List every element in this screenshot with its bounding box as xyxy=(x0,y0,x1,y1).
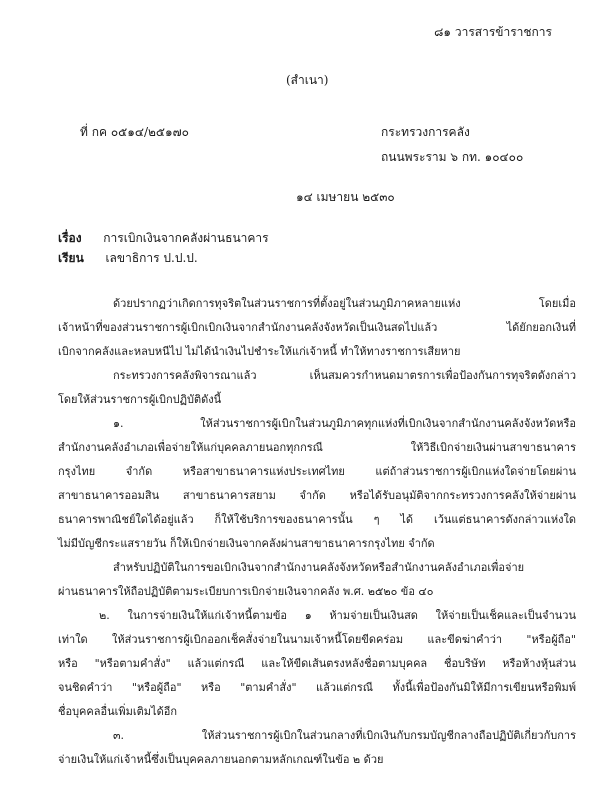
recipient-label: เรียน xyxy=(58,251,84,265)
page-number-label: ๘๑ วารสารข้าราชการ xyxy=(434,25,552,39)
subject-label: เรื่อง xyxy=(58,231,82,245)
item-3-line: ๓. ให้ส่วนราชการผู้เบิกในส่วนกลางที่เบิกเงินกับกรมบัญชีกลางถือปฏิบัติเกี่ยวกับการ xyxy=(113,729,576,742)
item-1-line: ไม่มีบัญชีกระแสรายวัน ก็ให้เบิกจ่ายเงินจากคลังผ่านสาขาธนาคารกรุงไทย จำกัด xyxy=(58,537,435,550)
paragraph-1-line: ด้วยปรากฏว่าเกิดการทุจริตในส่วนราชการที่ตั้งอยู่ในส่วนภูมิภาคหลายแห่ง โดยเมื่อ xyxy=(113,297,576,310)
item-2-line: ชื่อบุคคลอื่นเพิ่มเติมได้อีก xyxy=(58,705,177,718)
item-2-line: จนชิดคำว่า "หรือผู้ถือ" หรือ "ตามคำสั่ง" แล้วแต่กรณี ทั้งนี้เพื่อป้องกันมิให้มีการเขียนหรือพิมพ์ xyxy=(58,681,576,694)
copy-label: (สำเนา) xyxy=(286,73,329,87)
organization-address: ถนนพระราม ๖ กท. ๑๐๔๐๐ xyxy=(381,150,524,164)
paragraph-1-line: เจ้าหน้าที่ของส่วนราชการผู้เบิกเบิกเงินจากสำนักงานคลังจังหวัดเป็นเงินสดไปแล้ว ได้ยักยอกเงินที่ xyxy=(58,321,576,334)
recipient-row xyxy=(58,250,198,266)
organization-name: กระทรวงการคลัง xyxy=(381,125,470,139)
item-1-line: สาขาธนาคารออมสิน สาขาธนาคารสยาม จำกัด หรือได้รับอนุมัติจากกระทรวงการคลังให้จ่ายผ่าน xyxy=(58,489,576,502)
paragraph-4-line: สำหรับปฏิบัติในการขอเบิกเงินจากสำนักงานคลังจังหวัดหรือสำนักงานคลังอำเภอเพื่อจ่าย xyxy=(113,561,525,574)
paragraph-2-line: กระทรวงการคลังพิจารณาแล้ว เห็นสมควรกำหนดมาตรการเพื่อป้องกันการทุจริตดังกล่าว xyxy=(113,369,576,382)
item-1-line: ๑. ให้ส่วนราชการผู้เบิกในส่วนภูมิภาคทุกแห่งที่เบิกเงินจากสำนักงานคลังจังหวัดหรือ xyxy=(113,417,576,430)
item-1-line: กรุงไทย จำกัด หรือสาขาธนาคารแห่งประเทศไทย แต่ถ้าส่วนราชการผู้เบิกแห่งใดจ่ายโดยผ่าน xyxy=(58,465,576,478)
paragraph-4-line: ผ่านธนาคารให้ถือปฏิบัติตามระเบียบการเบิกจ่ายเงินจากคลัง พ.ศ. ๒๕๒๐ ข้อ ๔๐ xyxy=(58,585,434,598)
item-1-line: ธนาคารพาณิชย์ใดได้อยู่แล้ว ก็ให้ใช้บริการของธนาคารนั้น ๆ ได้ เว้นแต่ธนาคารดังกล่าวแห่งใด xyxy=(58,513,576,526)
subject-text: การเบิกเงินจากคลังผ่านธนาคาร xyxy=(103,231,269,245)
paragraph-1-line: เบิกจากคลังและหลบหนีไป ไม่ได้นำเงินไปชำระให้แก่เจ้าหนี้ ทำให้ทางราชการเสียหาย xyxy=(58,345,461,358)
item-2-line: เท่าใด ให้ส่วนราชการผู้เบิกออกเช็คสั่งจ่ายในนามเจ้าหนี้โดยขีดคร่อม และขีดฆ่าคำว่า "หรือผู้ถือ" xyxy=(58,633,576,646)
paragraph-2-line: โดยให้ส่วนราชการผู้เบิกปฏิบัติดังนี้ xyxy=(58,393,222,406)
item-1-line: สำนักงานคลังอำเภอเพื่อจ่ายให้แก่บุคคลภายนอกทุกกรณี ให้วิธีเบิกจ่ายเงินผ่านสาขาธนาคาร xyxy=(58,441,576,454)
item-2-line: ๒. ในการจ่ายเงินให้แก่เจ้าหนี้ตามข้อ ๑ ห้ามจ่ายเป็นเงินสด ให้จ่ายเป็นเช็คและเป็นจำนวน xyxy=(99,609,576,622)
item-3-line: จ่ายเงินให้แก่เจ้าหนี้ซึ่งเป็นบุคคลภายนอกตามหลักเกณฑ์ในข้อ ๒ ด้วย xyxy=(58,753,384,766)
reference-number: ที่ กค ๐๕๑๔/๒๕๑๗๐ xyxy=(80,125,189,139)
letter-date: ๑๔ เมษายน ๒๕๓๐ xyxy=(296,190,395,204)
item-2-line: หรือ "หรือตามคำสั่ง" แล้วแต่กรณี และให้ขีดเส้นตรงหลังชื่อตามบุคคล ชื่อบริษัท หรือห้างหุ้นส่วน xyxy=(58,657,576,670)
subject-row xyxy=(58,230,269,246)
recipient-text: เลขาธิการ ป.ป.ป. xyxy=(105,251,198,265)
